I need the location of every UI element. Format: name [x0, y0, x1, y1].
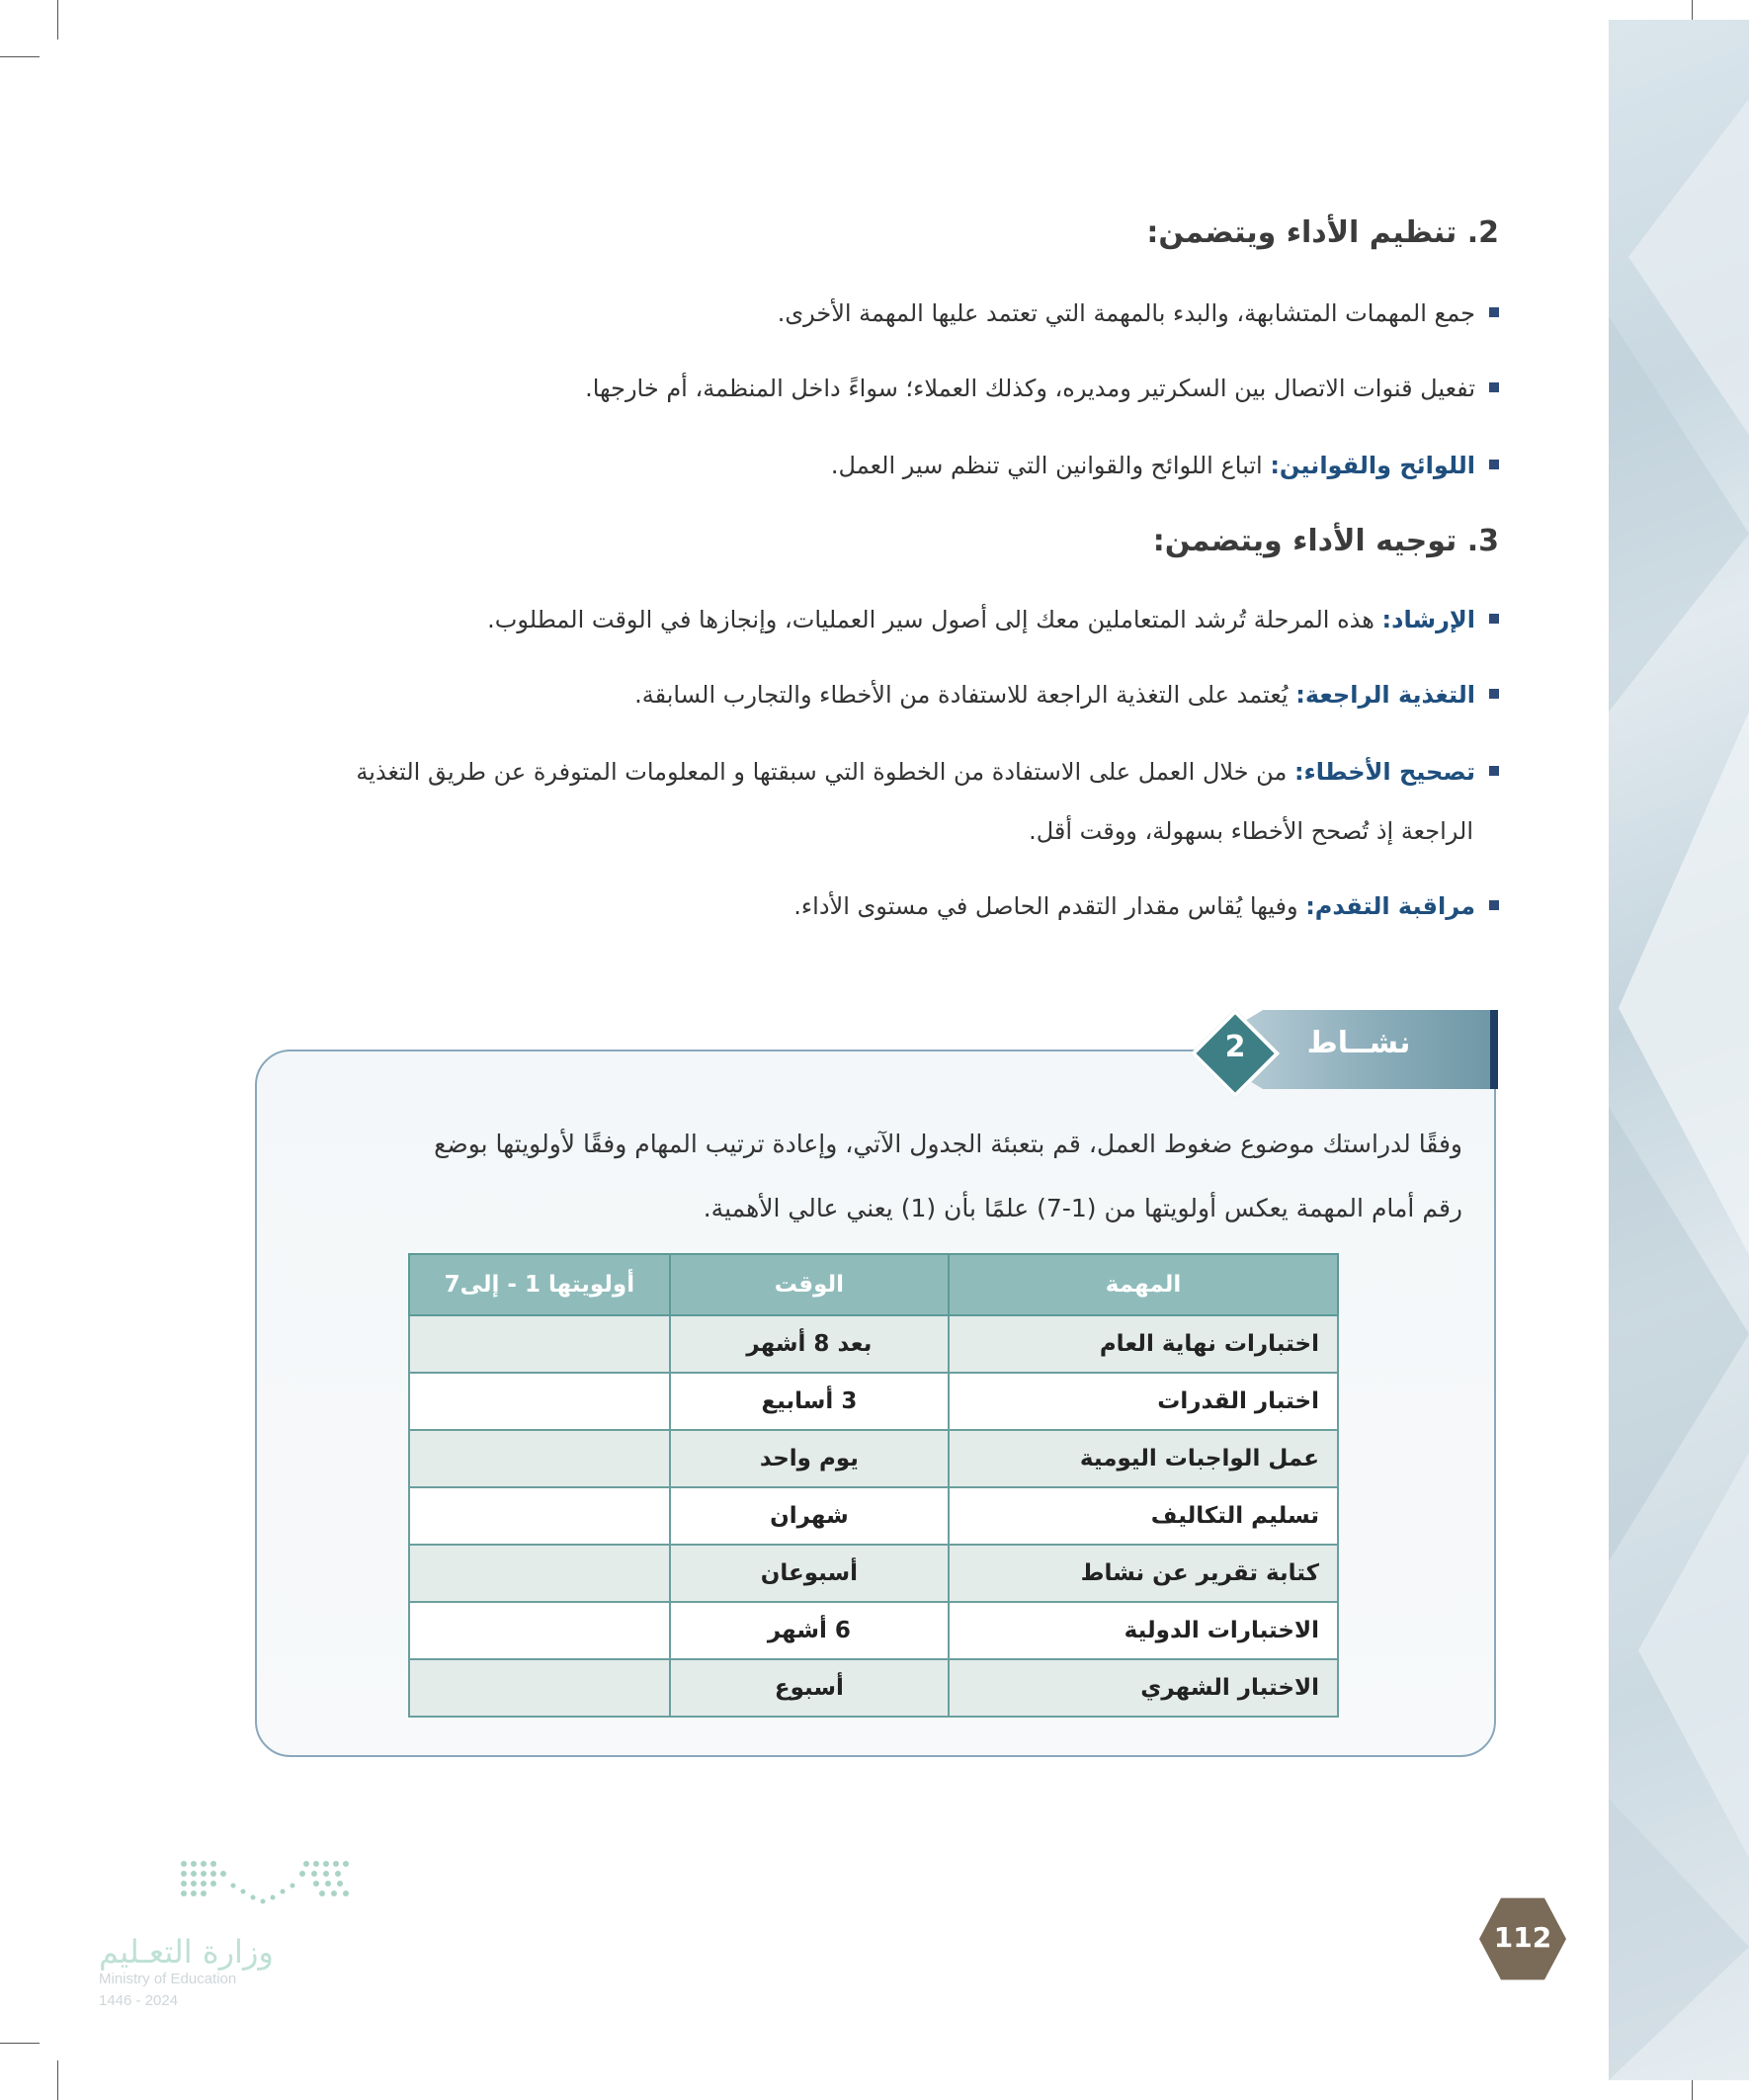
section-3-bullet-1 [487, 603, 1499, 636]
priority-cell[interactable] [409, 1373, 670, 1430]
bullet-text: جمع المهمات المتشابهة، والبدء بالمهمة التي تعتمد عليها المهمة الأخرى. [777, 299, 1475, 327]
task-cell: اختبار القدرات [949, 1373, 1338, 1430]
crop-mark [0, 2043, 40, 2044]
crop-mark [0, 56, 40, 57]
section-3-bullet-3-continuation [1029, 814, 1499, 848]
crop-mark [57, 2060, 58, 2100]
table-row [409, 1602, 1338, 1659]
section-3-bullet-4 [793, 889, 1499, 923]
bullet-text: تفعيل قنوات الاتصال بين السكرتير ومديره، وكذلك العملاء؛ سواءً داخل المنظمة، أم خارجها. [585, 375, 1475, 402]
header-task: المهمة [949, 1254, 1338, 1315]
task-cell: تسليم التكاليف [949, 1487, 1338, 1545]
bullet-text: اتباع اللوائح والقوانين التي تنظم سير العمل. [830, 452, 1271, 479]
activity-label: نشــاط [1306, 1026, 1411, 1060]
table-row [409, 1659, 1338, 1717]
task-cell: كتابة تقرير عن نشاط [949, 1545, 1338, 1602]
table-header-row [409, 1254, 1338, 1315]
bullet-term: الإرشاد: [1381, 606, 1475, 633]
bullet-term: مراقبة التقدم: [1305, 892, 1475, 920]
bullet-text: هذه المرحلة تُرشد المتعاملين معك إلى أصول سير العمليات، وإنجازها في الوقت المطلوب. [487, 606, 1382, 633]
ministry-logo-year: 2024 - 1446 [99, 1992, 179, 2009]
section-3-bullet-2 [634, 678, 1499, 712]
bullet-square-icon [1489, 382, 1499, 392]
page-number: 112 [1493, 1921, 1552, 1954]
priority-cell[interactable] [409, 1430, 670, 1487]
time-cell: أسبوع [670, 1659, 949, 1717]
time-cell: أسبوعان [670, 1545, 949, 1602]
task-cell: الاختبارات الدولية [949, 1602, 1338, 1659]
bullet-text: من خلال العمل على الاستفادة من الخطوة التي سبقتها و المعلومات المتوفرة عن طريق التغذية [356, 758, 1294, 786]
activity-header-bar [1490, 1010, 1498, 1089]
table-row [409, 1545, 1338, 1602]
crop-mark [57, 0, 58, 40]
priority-cell[interactable] [409, 1545, 670, 1602]
bullet-square-icon [1489, 900, 1499, 910]
side-strip-pattern [1609, 20, 1749, 2080]
priority-table [408, 1253, 1339, 1718]
section-2-bullet-1 [778, 296, 1499, 330]
task-cell: الاختبار الشهري [949, 1659, 1338, 1717]
bullet-text: وفيها يُقاس مقدار التقدم الحاصل في مستوى الأداء. [793, 892, 1306, 920]
table-row [409, 1430, 1338, 1487]
task-cell: عمل الواجبات اليومية [949, 1430, 1338, 1487]
priority-cell[interactable] [409, 1487, 670, 1545]
section-3-bullet-3 [356, 755, 1499, 789]
ministry-logo-arabic: وزارة التعـليم [99, 1933, 274, 1971]
bullet-text: يُعتمد على التغذية الراجعة للاستفادة من الأخطاء والتجارب السابقة. [634, 681, 1296, 709]
decorative-side-strip [1609, 20, 1749, 2080]
table-row [409, 1373, 1338, 1430]
time-cell: بعد 8 أشهر [670, 1315, 949, 1373]
section-3-title: 3. توجيه الأداء ويتضمن: [1152, 524, 1499, 558]
section-2-title: 2. تنظيم الأداء ويتضمن: [1146, 215, 1499, 250]
priority-cell[interactable] [409, 1602, 670, 1659]
bullet-square-icon [1489, 614, 1499, 624]
bullet-term: التغذية الراجعة: [1295, 681, 1475, 709]
activity-instructions-line-1: وفقًا لدراستك موضوع ضغوط العمل، قم بتعبئة الجدول الآتي، وإعادة ترتيب المهام وفقًا لأولويتها بوضع [434, 1130, 1462, 1158]
time-cell: يوم واحد [670, 1430, 949, 1487]
activity-instructions-line-2: رقم أمام المهمة يعكس أولويتها من (1-7) علمًا بأن (1) يعني عالي الأهمية. [703, 1194, 1462, 1222]
section-2-bullet-2 [585, 372, 1499, 405]
table-row [409, 1315, 1338, 1373]
task-cell: اختبارات نهاية العام [949, 1315, 1338, 1373]
priority-cell[interactable] [409, 1315, 670, 1373]
ministry-logo-english: Ministry of Education [99, 1971, 237, 1987]
time-cell: شهران [670, 1487, 949, 1545]
time-cell: 3 أسابيع [670, 1373, 949, 1430]
activity-number: 2 [1224, 1030, 1246, 1064]
priority-cell[interactable] [409, 1659, 670, 1717]
ministry-logo-icon [178, 1858, 351, 1909]
bullet-continuation-text: الراجعة إذ تُصحح الأخطاء بسهولة، ووقت أقل. [1029, 817, 1473, 845]
bullet-square-icon [1489, 689, 1499, 699]
table-row [409, 1487, 1338, 1545]
bullet-square-icon [1489, 460, 1499, 469]
bullet-term: اللوائح والقوانين: [1270, 452, 1475, 479]
bullet-square-icon [1489, 766, 1499, 776]
bullet-square-icon [1489, 307, 1499, 317]
time-cell: 6 أشهر [670, 1602, 949, 1659]
section-2-bullet-3 [831, 449, 1499, 482]
header-priority: أولويتها 1 - إلى7 [409, 1254, 670, 1315]
header-time: الوقت [670, 1254, 949, 1315]
bullet-term: تصحيح الأخطاء: [1293, 758, 1475, 786]
